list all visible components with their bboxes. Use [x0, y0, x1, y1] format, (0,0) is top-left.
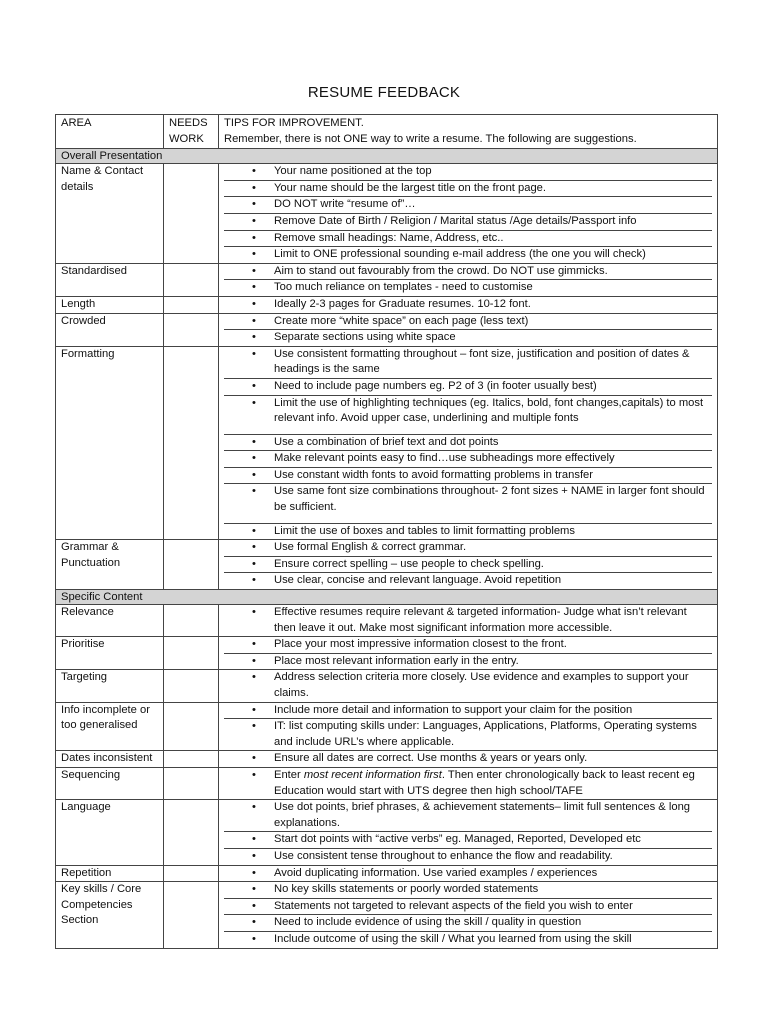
tips-cell	[219, 605, 718, 637]
tip-item: • Separate sections using white space	[224, 329, 712, 346]
tip-item: • Your name positioned at the top	[224, 164, 712, 180]
area-cell: Targeting	[56, 670, 164, 702]
area-cell: Dates inconsistent	[56, 751, 164, 768]
area-cell: Standardised	[56, 263, 164, 296]
tip-item: • Statements not targeted to relevant aspects of the field you wish to enter	[224, 898, 712, 915]
tip-item: • Include outcome of using the skill / What you learned from using the skill	[224, 931, 712, 948]
tip-item: • Use a combination of brief text and dot points	[224, 434, 712, 451]
needs-work-cell	[164, 800, 219, 865]
tips-cell	[219, 751, 718, 768]
tips-cell	[219, 296, 718, 313]
tip-item: • Use clear, concise and relevant language. Avoid repetition	[224, 572, 712, 589]
header-area: AREA	[56, 115, 164, 149]
table-header-row	[56, 115, 718, 149]
table-row	[56, 882, 718, 948]
tip-item: • Too much reliance on templates - need to customise	[224, 279, 712, 296]
tip-item: • Limit the use of boxes and tables to limit formatting problems	[224, 523, 712, 540]
header-tips-title: TIPS FOR IMPROVEMENT.	[224, 117, 364, 129]
needs-work-cell	[164, 637, 219, 670]
tips-cell	[219, 670, 718, 702]
tip-item: • Effective resumes require relevant & targeted information- Judge what isn’t relevant then leave it out. Make most significant information more accessible.	[224, 605, 712, 636]
tip-emphasis: most recent information first	[303, 768, 442, 781]
area-cell: Sequencing	[56, 767, 164, 799]
table-row	[56, 670, 718, 702]
tip-item: • Include more detail and information to support your claim for the position	[224, 703, 712, 719]
document-title: RESUME FEEDBACK	[307, 84, 461, 101]
tip-item: • Use consistent formatting throughout – font size, justification and position of dates & headings is the same	[224, 347, 712, 378]
area-cell: Formatting	[56, 346, 164, 540]
tip-item: • Need to include evidence of using the skill / quality in question	[224, 914, 712, 931]
table-row	[56, 605, 718, 637]
tips-cell	[219, 164, 718, 264]
area-cell: Info incomplete or too generalised	[56, 702, 164, 751]
needs-work-cell	[164, 670, 219, 702]
needs-work-cell	[164, 164, 219, 264]
table-row	[56, 800, 718, 865]
section-header-row	[56, 149, 718, 164]
area-cell: Crowded	[56, 313, 164, 346]
area-cell: Language	[56, 800, 164, 865]
section-header-row	[56, 590, 718, 605]
needs-work-cell	[164, 767, 219, 799]
tip-item: • Create more “white space” on each page (less text)	[224, 314, 712, 330]
tips-cell	[219, 865, 718, 882]
needs-work-cell	[164, 313, 219, 346]
feedback-table	[55, 114, 718, 949]
needs-work-cell	[164, 605, 219, 637]
area-cell: Grammar & Punctuation	[56, 540, 164, 590]
tip-item: • IT: list computing skills under: Languages, Applications, Platforms, Operating systems and include URL’s where applicable.	[224, 718, 712, 750]
tip-item: • Use dot points, brief phrases, & achievement statements– limit full sentences & long explanations.	[224, 800, 712, 831]
table-row	[56, 296, 718, 313]
tip-item: • Ideally 2-3 pages for Graduate resumes. 10-12 font.	[224, 297, 712, 313]
tips-cell	[219, 263, 718, 296]
tips-cell	[219, 637, 718, 670]
tip-item: • Need to include page numbers eg. P2 of 3 (in footer usually best)	[224, 378, 712, 395]
tip-item: • Limit to ONE professional sounding e-mail address (the one you will check)	[224, 246, 712, 263]
table-row	[56, 263, 718, 296]
needs-work-cell	[164, 346, 219, 540]
needs-work-cell	[164, 296, 219, 313]
tip-item: • DO NOT write “resume of”…	[224, 196, 712, 213]
needs-work-cell	[164, 882, 219, 948]
needs-work-cell	[164, 751, 219, 768]
area-cell: Prioritise	[56, 637, 164, 670]
tip-item: • Use same font size combinations throughout- 2 font sizes + NAME in larger font should be sufficient.	[224, 483, 712, 522]
table-row	[56, 767, 718, 799]
tip-item: • Use constant width fonts to avoid formatting problems in transfer	[224, 467, 712, 484]
tip-item: • Place most relevant information early in the entry.	[224, 653, 712, 670]
header-needs-work: NEEDS WORK	[164, 115, 219, 149]
feedback-table-body	[56, 115, 718, 949]
table-row	[56, 540, 718, 590]
needs-work-cell	[164, 263, 219, 296]
table-row	[56, 346, 718, 540]
header-tips-note: Remember, there is not ONE way to write a resume. The following are suggestions.	[224, 132, 637, 145]
tip-item: • Start dot points with “active verbs” eg. Managed, Reported, Developed etc	[224, 831, 712, 848]
tips-cell	[219, 346, 718, 540]
tip-item: • Limit the use of highlighting techniques (eg. Italics, bold, font changes,capitals) to most relevant info. Avoid upper case, underlining and multiple fonts	[224, 395, 712, 434]
tip-item: • Ensure all dates are correct. Use months & years or years only.	[224, 751, 712, 767]
tip-item: • Make relevant points easy to find…use subheadings more effectively	[224, 450, 712, 467]
section-title: Overall Presentation	[56, 149, 718, 164]
tip-item: • Avoid duplicating information. Use varied examples / experiences	[224, 866, 712, 882]
area-cell: Key skills / Core Competencies Section	[56, 882, 164, 948]
area-cell: Name & Contact details	[56, 164, 164, 264]
tips-cell	[219, 702, 718, 751]
table-row	[56, 313, 718, 346]
needs-work-cell	[164, 540, 219, 590]
table-row	[56, 164, 718, 264]
needs-work-cell	[164, 865, 219, 882]
tip-text: Enter	[274, 768, 304, 781]
tips-cell	[219, 540, 718, 590]
tip-item: • Place your most impressive information closest to the front.	[224, 637, 712, 653]
tip-item	[224, 768, 712, 799]
table-row	[56, 637, 718, 670]
tips-cell	[219, 882, 718, 948]
tip-item: • Your name should be the largest title on the front page.	[224, 180, 712, 197]
tips-cell	[219, 800, 718, 865]
area-cell: Length	[56, 296, 164, 313]
tip-item: • Address selection criteria more closely. Use evidence and examples to support your claims.	[224, 670, 712, 701]
table-row	[56, 702, 718, 751]
area-cell: Repetition	[56, 865, 164, 882]
area-cell: Relevance	[56, 605, 164, 637]
tip-item: • Remove Date of Birth / Religion / Marital status /Age details/Passport info	[224, 213, 712, 230]
header-tips	[219, 115, 718, 149]
tips-cell	[219, 313, 718, 346]
tip-item: • No key skills statements or poorly worded statements	[224, 882, 712, 898]
section-title: Specific Content	[56, 590, 718, 605]
table-row	[56, 865, 718, 882]
tip-item: • Use formal English & correct grammar.	[224, 540, 712, 556]
needs-work-cell	[164, 702, 219, 751]
tip-item: • Aim to stand out favourably from the crowd. Do NOT use gimmicks.	[224, 264, 712, 280]
tips-cell	[219, 767, 718, 799]
tip-item: • Remove small headings: Name, Address, etc..	[224, 230, 712, 247]
tip-item: • Ensure correct spelling – use people to check spelling.	[224, 556, 712, 573]
tip-text: . Then enter chronologically back to least recent eg Education would start with UTS degree then high school/TAFE	[274, 768, 695, 797]
table-row	[56, 751, 718, 768]
tip-item: • Use consistent tense throughout to enhance the flow and readability.	[224, 848, 712, 865]
